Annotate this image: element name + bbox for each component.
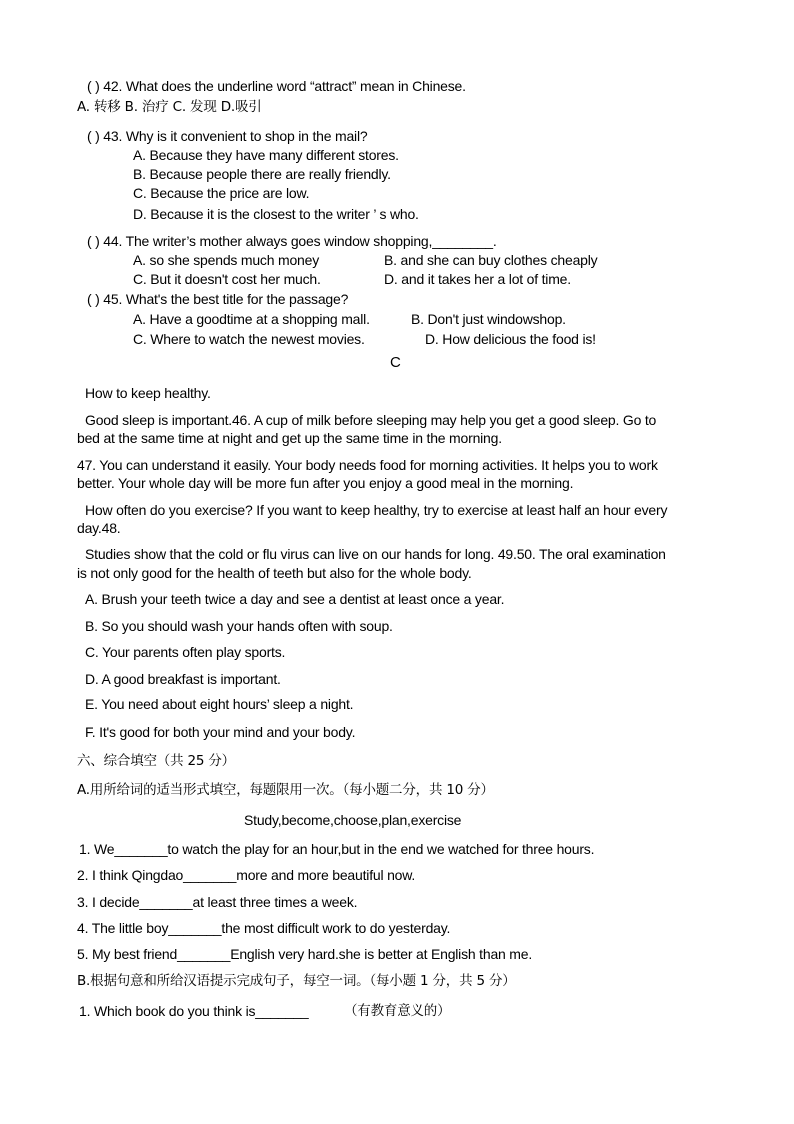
part-a-item-2: 2. I think Qingdao_______more and more beautiful now. [77,867,416,883]
part-a-instructions: A.用所给词的适当形式填空，每题限用一次。（每小题二分，共 10 分） [77,782,494,798]
part-b-item-1-hint: （有教育意义的） [344,1003,451,1019]
passage-p2-line2: better. Your whole day will be more fun after you enjoy a good meal in the morning. [77,475,574,491]
q45-option-b: B. Don't just windowshop. [411,311,566,327]
passage-option-b: B. So you should wash your hands often with soup. [85,618,393,634]
q44-option-c: C. But it doesn't cost her much. [133,271,321,287]
part-a-item-5: 5. My best friend_______English very hard.she is better at English than me. [77,946,533,962]
passage-p1-line1: Good sleep is important.46. A cup of milk before sleeping may help you get a good sleep. Go to [85,412,657,428]
passage-p3-line1: How often do you exercise? If you want to keep healthy, try to exercise at least half an hour every [85,502,668,518]
passage-p4-line2: is not only good for the health of teeth but also for the whole body. [77,565,472,581]
passage-p2-line1: 47. You can understand it easily. Your body needs food for morning activities. It helps you to work [77,457,658,473]
q44-option-d: D. and it takes her a lot of time. [384,271,571,287]
part-a-item-3: 3. I decide_______at least three times a week. [77,894,358,910]
section6-heading: 六、综合填空（共 25 分） [77,753,235,769]
q44-option-b: B. and she can buy clothes cheaply [384,252,598,268]
passage-p4-line1: Studies show that the cold or flu virus can live on our hands for long. 49.50. The oral examination [85,546,666,562]
passage-p3-line2: day.48. [77,520,121,536]
q45-option-c: C. Where to watch the newest movies. [133,331,365,347]
part-b-instructions: B.根据句意和所给汉语提示完成句子，每空一词。（每小题 1 分，共 5 分） [77,973,516,989]
q44-option-a: A. so she spends much money [133,252,320,268]
passage-option-e: E. You need about eight hours’ sleep a night. [85,696,354,712]
part-a-item-1: 1. We_______to watch the play for an hour,but in the end we watched for three hours. [79,841,595,857]
passage-option-a: A. Brush your teeth twice a day and see a dentist at least once a year. [85,591,505,607]
q43-option-c: C. Because the price are low. [133,185,310,201]
passage-option-d: D. A good breakfast is important. [85,671,281,687]
q45-option-a: A. Have a goodtime at a shopping mall. [133,311,370,327]
passage-title: How to keep healthy. [85,385,211,401]
q42-line: ( ) 42. What does the underline word “attract” mean in Chinese. [87,78,466,94]
q42-options: A. 转移 B. 治疗 C. 发现 D.吸引 [77,99,262,115]
section-c-letter: C [390,354,401,371]
passage-option-f: F. It's good for both your mind and your body. [85,724,356,740]
q43-option-d: D. Because it is the closest to the writer ’ s who. [133,206,419,222]
q43-option-b: B. Because people there are really friendly. [133,166,391,182]
q43-stem: ( ) 43. Why is it convenient to shop in the mail? [87,128,368,144]
q45-stem: ( ) 45. What's the best title for the passage? [87,291,349,307]
passage-option-c: C. Your parents often play sports. [85,644,286,660]
q43-option-a: A. Because they have many different stores. [133,147,399,163]
q44-stem: ( ) 44. The writer’s mother always goes window shopping,________. [87,233,497,249]
q45-option-d: D. How delicious the food is! [425,331,596,347]
part-b-item-1: 1. Which book do you think is_______ [79,1003,309,1019]
passage-p1-line2: bed at the same time at night and get up the same time in the morning. [77,430,502,446]
word-bank: Study,become,choose,plan,exercise [244,812,462,828]
part-a-item-4: 4. The little boy_______the most difficult work to do yesterday. [77,920,451,936]
